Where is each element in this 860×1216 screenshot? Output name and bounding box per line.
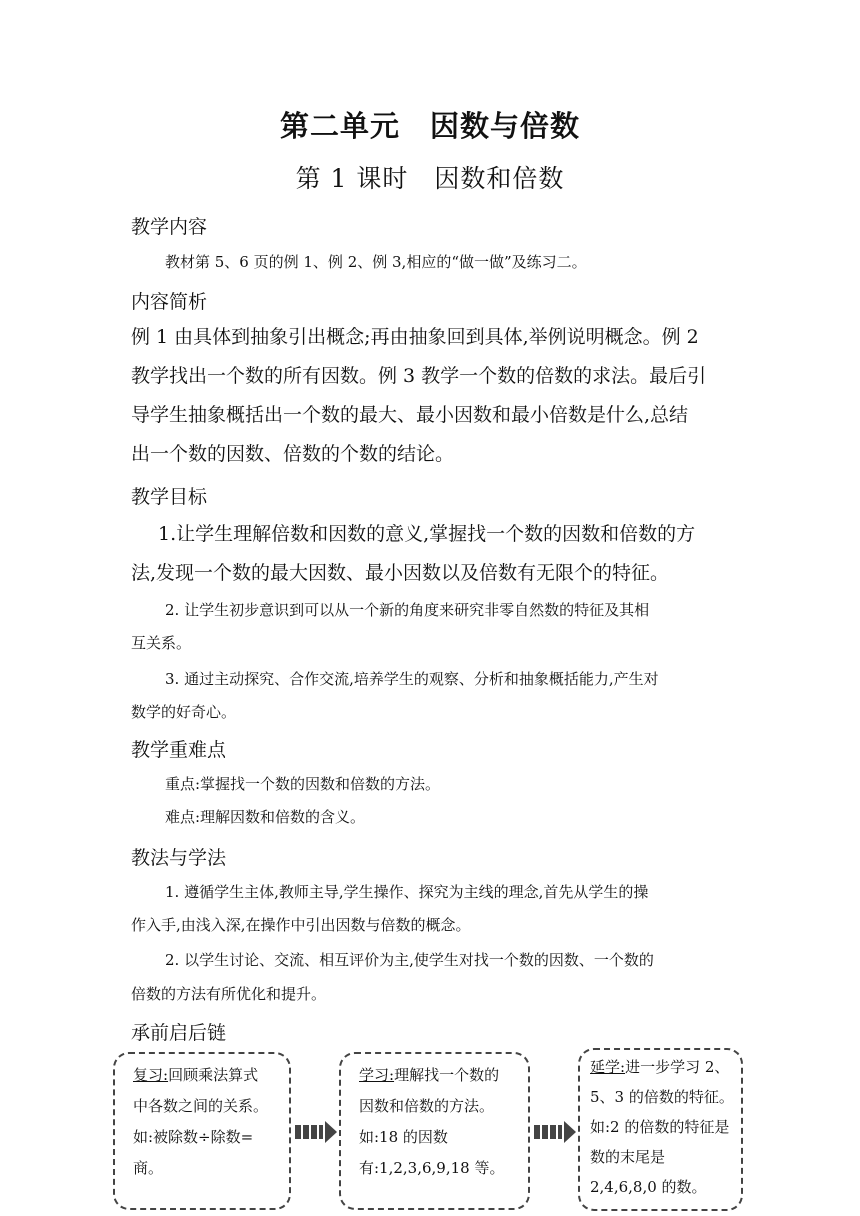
flow-arrow-icon (534, 1121, 576, 1143)
extend-label: 延学: (590, 1058, 626, 1076)
method-2-line: 倍数的方法有所优化和提升。 (131, 985, 327, 1003)
review-text: 回顾乘法算式 (168, 1066, 259, 1084)
learn-label: 学习: (359, 1066, 395, 1084)
heading-goals: 教学目标 (131, 486, 208, 508)
review-box (113, 1052, 291, 1210)
method-2-line: 2. 以学生讨论、交流、相互评价为主,使学生对找一个数的因数、一个数的 (165, 951, 654, 969)
goal-3-line: 3. 通过主动探究、合作交流,培养学生的观察、分析和抽象概括能力,产生对 (165, 670, 659, 688)
extend-text: 5、3 的倍数的特征。 (590, 1088, 734, 1106)
difficult-point: 难点:理解因数和倍数的含义。 (165, 808, 366, 826)
lesson-title: 第 1 课时 因数和倍数 (295, 164, 565, 193)
learn-text: 理解找一个数的 (394, 1066, 500, 1084)
extend-box (578, 1048, 743, 1211)
learn-text: 因数和倍数的方法。 (359, 1097, 495, 1115)
method-1-line: 1. 遵循学生主体,教师主导,学生操作、探究为主线的理念,首先从学生的操 (165, 883, 649, 901)
review-text: 如:被除数÷除数= (133, 1128, 254, 1146)
key-point: 重点:掌握找一个数的因数和倍数的方法。 (165, 775, 441, 793)
unit-title: 第二单元 因数与倍数 (279, 109, 580, 143)
heading-chain: 承前启后链 (131, 1022, 227, 1044)
method-1-line: 作入手,由浅入深,在操作中引出因数与倍数的概念。 (131, 916, 471, 934)
extend-text: 2,4,6,8,0 的数。 (590, 1178, 707, 1196)
extend-text: 如:2 的倍数的特征是 (590, 1118, 730, 1136)
heading-content: 教学内容 (131, 216, 208, 238)
heading-methods: 教法与学法 (131, 847, 227, 869)
heading-analysis: 内容简析 (131, 291, 208, 313)
content-text: 教材第 5、6 页的例 1、例 2、例 3,相应的“做一做”及练习二。 (165, 253, 587, 271)
review-label: 复习: (133, 1066, 169, 1084)
extend-text: 进一步学习 2、 (625, 1058, 730, 1076)
extend-text: 数的末尾是 (590, 1148, 666, 1166)
goal-3-line: 数学的好奇心。 (131, 703, 237, 721)
goal-1-line: 法,发现一个数的最大因数、最小因数以及倍数有无限个的特征。 (131, 562, 670, 584)
goal-2-line: 2. 让学生初步意识到可以从一个新的角度来研究非零自然数的特征及其相 (165, 601, 650, 619)
learn-text: 如:18 的因数 (359, 1128, 448, 1146)
analysis-line: 导学生抽象概括出一个数的最大、最小因数和最小倍数是什么,总结 (131, 404, 689, 426)
review-text: 商。 (133, 1159, 164, 1177)
heading-keypoints: 教学重难点 (131, 739, 227, 761)
learn-box (339, 1052, 530, 1210)
learn-text: 有:1,2,3,6,9,18 等。 (359, 1159, 505, 1177)
goal-1-line: 1.让学生理解倍数和因数的意义,掌握找一个数的因数和倍数的方 (158, 523, 696, 545)
analysis-line: 教学找出一个数的所有因数。例 3 教学一个数的倍数的求法。最后引 (131, 365, 707, 387)
analysis-line: 出一个数的因数、倍数的个数的结论。 (131, 443, 455, 465)
goal-2-line: 互关系。 (131, 634, 192, 652)
flow-arrow-icon (295, 1121, 337, 1143)
review-text: 中各数之间的关系。 (133, 1097, 269, 1115)
analysis-line: 例 1 由具体到抽象引出概念;再由抽象回到具体,举例说明概念。例 2 (131, 326, 699, 348)
